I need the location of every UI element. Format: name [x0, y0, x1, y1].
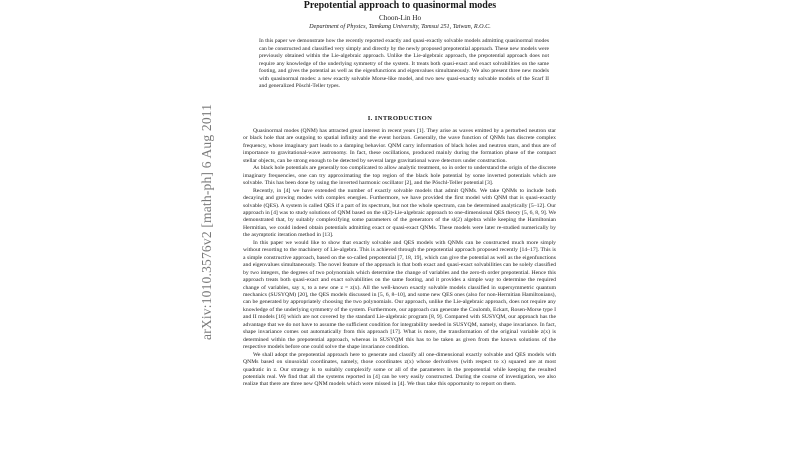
body-text: [243, 128, 556, 389]
author-affiliation: Department of Physics, Tamkang University, Tamsui 251, Taiwan, R.O.C.: [309, 23, 491, 30]
section-heading: I. INTRODUCTION: [367, 115, 433, 122]
paper-title: Prepotential approach to quasinormal modes: [303, 0, 497, 11]
abstract: In this paper we demonstrate how the recently reported exactly and quasi-exactly solvable models admitting quasinormal modes can be constructed and classified very simply and directly by the newly proposed prepotential approach. These new models were previously obtained within the Lie-algebraic approach. Unlike the Lie-algebraic approach, the prepotential approach does not require any knowledge of the underlying symmetry of the system. It treats both quasi-exact and exact solvabilities on the same footing, and gives the potential as well as the eigenfunctions and eigenvalues simultaneously. We also present three new models with quasinormal modes: a new exactly solvable Morse-like model, and two new quasi-exactly solvable models of the Scarf II and generalized Pöschl-Teller types.: [259, 38, 549, 90]
paragraph: As black hole potentials are generally too complicated to allow analytic treatment, so in order to understand the origin of the discrete imaginary frequencies, one can try approximating the top region of the black hole potential by some inverted potentials which are solvable. This has been done by using the inverted harmonic oscillator [2], and the Pöschl-Teller potential [3].: [243, 165, 556, 187]
author-name: Choon-Lin Ho: [378, 14, 422, 22]
arxiv-identifier: arXiv:1010.3576v2 [math-ph] 6 Aug 2011: [199, 103, 214, 340]
paragraph: Quasinormal modes (QNM) has attracted great interest in recent years [1]. They arise as waves emitted by a perturbed neutron star or black hole that are outgoing to spatial infinity and the event horizon. Generally, the wave function of QNMs has discrete complex frequency, whose imaginary part leads to a damping behavior. QNM carry information of black holes and neutron stars, and thus are of importance to gravitational-wave astronomy. In fact, these oscillations, produced mainly during the formation phase of the compact stellar objects, can be strong enough to be detected by several large gravitational wave detectors under construction.: [243, 128, 556, 164]
paragraph: In this paper we would like to show that exactly solvable and QES models with QNMs can be constructed much more simply without resorting to the machinery of Lie-algebra. This is achieved through the prepotential approach proposed recently [14–17]. This is a simple constructive approach, based on the so-called prepotential [7, 18, 19], which can give the potential as well as the eigenfunctions and eigenvalues simultaneously. The novel feature of the approach is that both exact and quasi-exact solvabilities can be solely classified by two integers, the degrees of two polynomials which determine the change of variables and the zero-th order prepotential. Hence this approach treats both quasi-exact and exact solvabilities on the same footing, and it provides a simple way to determine the required change of variables, say x, to a new one z = z(x). All the well-known exactly solvable models classified in supersymmetric quantum mechanics (SUSYQM) [20], the QES models discussed in [5, 6, 8–10], and some new QES ones (also for non-Hermitian Hamiltonians), can be generated by appropriately choosing the two polynomials. Our approach, unlike the Lie-algebraic approach, does not require any knowledge of the underlying symmetry of the system. Furthermore, our approach can generate the Coulomb, Eckart, Rosen-Morse type I and II models [16] which are not covered by the standard Lie-algebraic program [8, 9]. Compared with SUSYQM, our approach has the advantage that we do not have to assume the sufficient condition for integrability needed in SUSYQM, namely, shape invariance. In fact, shape invariance comes out automatically from this approach [17]. What is more, the transformation of the original variable z(x) is determined within the prepotential approach, whereas in SUSYQM this has to be taken as given from the known solutions of the respective models before one could solve the shape invariance condition.: [243, 239, 556, 351]
paragraph: We shall adopt the prepotential approach here to generate and classify all one-dimensional exactly solvable and QES models with QNMs based on sinusoidal coordinates, namely, those coordinates z(x) whose derivatives (with respect to x) squared are at most quadratic in z. Our strategy is to suitably complexify some or all of the parameters in the prepotential while keeping the resulted potentials real. We find that all the systems reported in [4] can be very easily constructed. During the course of investigation, we also realize that there are three new QNM models which were missed in [4]. We thus take this opportunity to report on them.: [243, 351, 556, 388]
paragraph: Recently, in [4] we have extended the number of exactly solvable models that admit QNMs. We take QNMs to include both decaying and growing modes with complex energies. Furthermore, we have provided the first model with QNM that is quasi-exactly solvable (QES). A system is called QES if a part of its spectrum, but not the whole spectrum, can be determined analytically [5–12]. Our approach in [4] was to study solutions of QNM based on the sl(2)-Lie-algebraic approach to one-dimensional QES theory [5, 6, 8, 9]. We demonstrated that, by suitably complexifying some parameters of the generators of the sl(2) algebra while keeping the Hamiltonian Hermitian, we could indeed obtain potentials admitting exact or quasi-exact QNMs. These models were later re-studied numerically by the asymptotic iteration method in [13].: [243, 187, 556, 239]
